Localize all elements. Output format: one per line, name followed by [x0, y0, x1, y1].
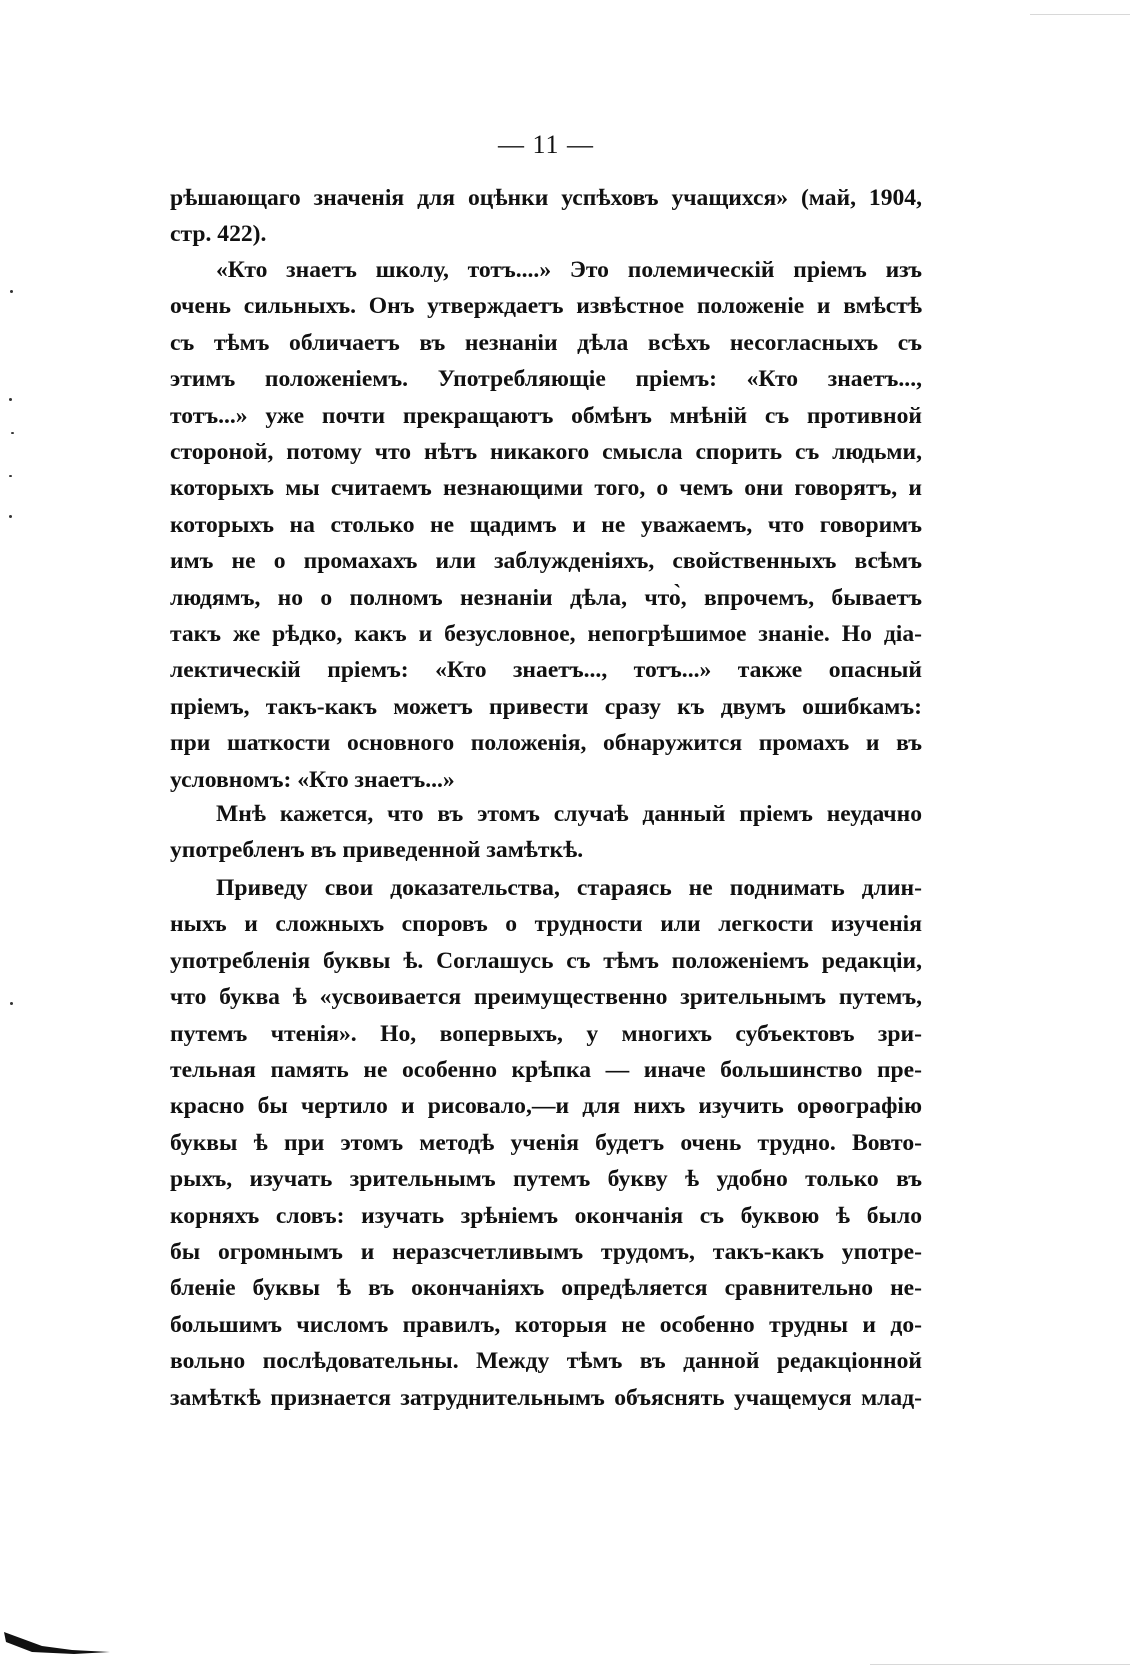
text-line: которыхъ на столько не щадимъ и не уважаемъ, что говоримъ	[170, 511, 922, 538]
scan-speck	[9, 475, 12, 477]
text-line: что буква ѣ «усвоивается преимущественно зрительнымъ путемъ,	[170, 984, 922, 1011]
text-line: очень сильныхъ. Онъ утверждаетъ извѣстное положеніе и вмѣстѣ	[170, 293, 922, 320]
text-line: стр. 422).	[170, 221, 267, 248]
scan-edge-line	[1030, 14, 1130, 15]
paragraph-4	[170, 870, 922, 1416]
text-line: при шаткости основного положенія, обнаружится промахъ и въ	[170, 730, 922, 757]
text-line: лектическій пріемъ: «Кто знаетъ..., тотъ...» также опасный	[170, 657, 922, 684]
scan-speck	[9, 398, 12, 401]
scan-speck	[11, 432, 14, 434]
text-line: тотъ...» уже почти прекращаютъ обмѣнъ мнѣній съ противной	[170, 402, 922, 429]
text-line: которыхъ мы считаемъ незнающими того, о чемъ они говорятъ, и	[170, 475, 922, 502]
text-line: Мнѣ кажется, что въ этомъ случаѣ данный пріемъ неудачно	[216, 801, 922, 827]
scan-speck	[10, 290, 13, 293]
scan-smudge	[2, 1630, 112, 1656]
text-line: ныхъ и сложныхъ споровъ о трудности или легкости изученія	[170, 911, 922, 938]
paragraph-1	[170, 180, 922, 253]
text-line: употребленія буквы ѣ. Соглашусь съ тѣмъ положеніемъ редакціи,	[170, 947, 922, 974]
scan-speck	[9, 515, 12, 518]
text-line: большимъ числомъ правилъ, которыя не особенно трудны и до-	[170, 1311, 922, 1338]
text-line: стороной, потому что нѣтъ никакого смысла спорить съ людьми,	[170, 439, 922, 466]
text-line: этимъ положеніемъ. Употребляющіе пріемъ: «Кто знаетъ...,	[170, 366, 922, 393]
text-line: рыхъ, изучать зрительнымъ путемъ букву ѣ удобно только въ	[170, 1166, 922, 1193]
page-number: — 11 —	[497, 130, 595, 159]
text-line: съ тѣмъ обличаетъ въ незнаніи дѣла всѣхъ несогласныхъ съ	[170, 329, 922, 356]
text-line: красно бы чертило и рисовало,—и для нихъ изучить орѳографію	[170, 1093, 922, 1120]
paragraph-2	[170, 252, 922, 798]
text-line: Приведу свои доказательства, стараясь не поднимать длин-	[216, 875, 922, 901]
text-line: бленіе буквы ѣ въ окончаніяхъ опредѣляется сравнительно не-	[170, 1275, 922, 1302]
text-line: такъ же рѣдко, какъ и безусловное, непогрѣшимое знаніе. Но діа-	[170, 621, 922, 648]
text-line: вольно послѣдовательны. Между тѣмъ въ данной редакціонной	[170, 1348, 922, 1375]
paragraph-3	[170, 796, 922, 869]
text-line: условномъ: «Кто знаетъ...»	[170, 766, 455, 793]
text-line: имъ не о промахахъ или заблужденіяхъ, свойственныхъ всѣмъ	[170, 548, 922, 575]
text-line: корняхъ словъ: изучать зрѣніемъ окончанія съ буквою ѣ было	[170, 1202, 922, 1229]
scan-speck	[10, 1002, 13, 1005]
text-line: буквы ѣ при этомъ методѣ ученія будетъ очень трудно. Вовто-	[170, 1129, 922, 1156]
text-line: бы огромнымъ и неразсчетливымъ трудомъ, такъ-какъ употре-	[170, 1239, 922, 1266]
text-line: путемъ чтенія». Но, вопервыхъ, у многихъ субъектовъ зри-	[170, 1020, 922, 1047]
text-line: замѣткѣ признается затруднительнымъ объяснять учащемуся млад-	[170, 1384, 922, 1411]
text-line: тельная память не особенно крѣпка — иначе большинство пре-	[170, 1057, 922, 1084]
text-line: людямъ, но о полномъ незнаніи дѣла, что̀, впрочемъ, бываетъ	[170, 584, 922, 611]
text-line: рѣшающаго значенія для оцѣнки успѣховъ учащихся» (май, 1904,	[170, 185, 922, 211]
text-line: «Кто знаетъ школу, тотъ....» Это полемическій пріемъ изъ	[216, 257, 922, 283]
scan-edge-line	[870, 1664, 1130, 1665]
text-line: употребленъ въ приведенной замѣткѣ.	[170, 837, 584, 864]
text-line: пріемъ, такъ-какъ можетъ привести сразу къ двумъ ошибкамъ:	[170, 693, 922, 720]
